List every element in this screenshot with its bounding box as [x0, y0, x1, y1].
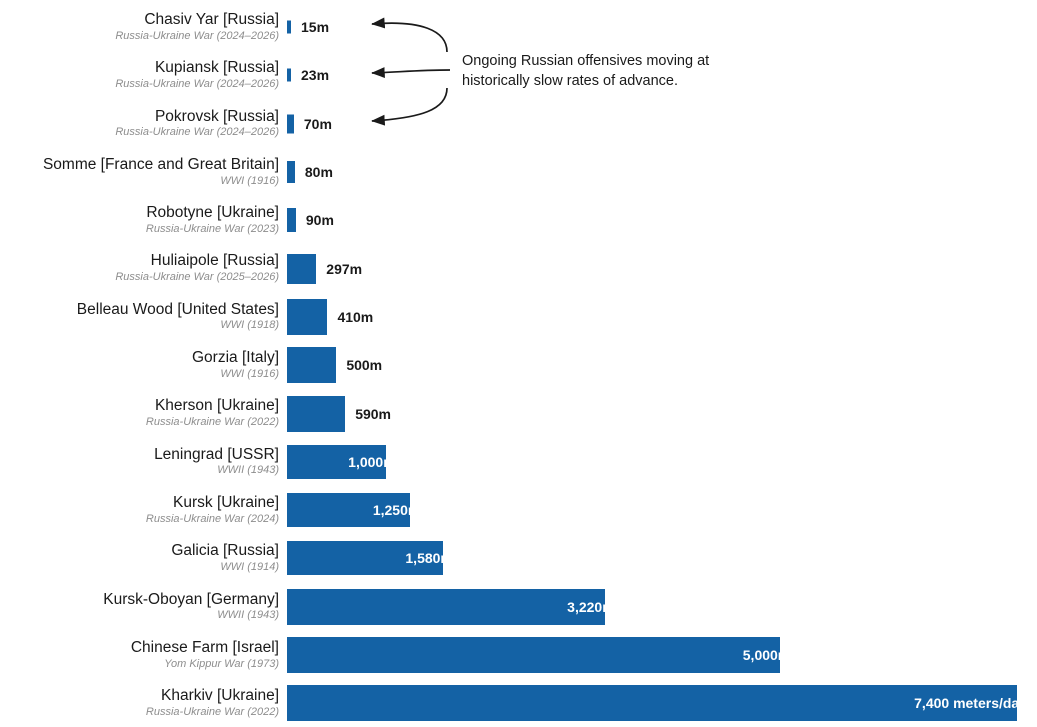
bar-value-label: 1,580m	[405, 550, 453, 567]
category-sublabel: Russia-Ukraine War (2023)	[145, 222, 279, 235]
bar-row	[0, 679, 1037, 727]
category-sublabel: Yom Kippur War (1973)	[164, 657, 279, 670]
bar-row-labels	[0, 640, 287, 670]
bar-value-label: 3,220m	[567, 598, 615, 615]
bar-row-labels	[0, 398, 287, 428]
category-sublabel: WWII (1943)	[217, 464, 279, 477]
bar	[287, 114, 294, 133]
bar-row-labels	[0, 12, 287, 42]
category-label: Kursk [Ukraine]	[173, 493, 279, 511]
category-label: Galicia [Russia]	[171, 542, 279, 560]
bar	[287, 685, 1017, 721]
bar-row	[0, 631, 1037, 679]
category-sublabel: Russia-Ukraine War (2024–2026)	[115, 126, 279, 139]
category-sublabel: WWI (1914)	[220, 560, 279, 573]
bar-row	[0, 148, 1037, 196]
bar-row-labels	[0, 495, 287, 525]
category-label: Kharkiv [Ukraine]	[160, 687, 279, 705]
category-label: Chinese Farm [Israel]	[130, 638, 279, 656]
category-sublabel: Russia-Ukraine War (2024–2026)	[115, 29, 279, 42]
bar-row-labels	[0, 205, 287, 235]
bar-row-labels	[0, 592, 287, 622]
bar-row-labels	[0, 109, 287, 139]
bar-row-labels	[0, 350, 287, 380]
bar-track	[287, 486, 1037, 534]
bar	[287, 21, 291, 34]
category-sublabel: Russia-Ukraine War (2025–2026)	[115, 271, 279, 284]
bar-track	[287, 245, 1037, 293]
bar-track	[287, 534, 1037, 582]
category-label: Somme [France and Great Britain]	[42, 155, 279, 173]
bar-track	[287, 148, 1037, 196]
bar	[287, 69, 291, 82]
category-label: Belleau Wood [United States]	[76, 300, 279, 318]
category-label: Leningrad [USSR]	[154, 445, 279, 463]
bar-value-label: 590m	[355, 405, 391, 422]
bar-track	[287, 389, 1037, 437]
bar-row	[0, 3, 1037, 51]
bar-row-labels	[0, 253, 287, 283]
bar-value-label: 1,000m	[348, 453, 396, 470]
bar-row-labels	[0, 447, 287, 477]
bar-track	[287, 293, 1037, 341]
bar-row	[0, 583, 1037, 631]
bar-track	[287, 631, 1037, 679]
bar-row-labels	[0, 60, 287, 90]
category-label: Robotyne [Ukraine]	[146, 204, 279, 222]
bar-track	[287, 583, 1037, 631]
bar-row	[0, 389, 1037, 437]
category-sublabel: Russia-Ukraine War (2024–2026)	[115, 77, 279, 90]
bar-value-label: 70m	[303, 115, 332, 132]
bar-row	[0, 245, 1037, 293]
category-label: Chasiv Yar [Russia]	[144, 10, 279, 28]
bar-value-label: 90m	[305, 212, 334, 229]
category-label: Gorzia [Italy]	[192, 349, 279, 367]
bar-value-label: 5,000m	[742, 647, 791, 664]
bar	[287, 254, 316, 284]
category-label: Kherson [Ukraine]	[154, 397, 279, 415]
category-sublabel: Russia-Ukraine War (2024)	[145, 512, 279, 525]
bar-value-label: 297m	[326, 260, 363, 277]
bar	[287, 299, 327, 335]
bar-row-labels	[0, 157, 287, 187]
category-sublabel: Russia-Ukraine War (2022)	[145, 705, 279, 718]
category-label: Huliaipole [Russia]	[150, 252, 279, 270]
category-label: Kupiansk [Russia]	[154, 59, 279, 77]
bar-row	[0, 293, 1037, 341]
category-sublabel: Russia-Ukraine War (2022)	[145, 416, 279, 429]
bar-row	[0, 100, 1037, 148]
bar-row-labels	[0, 302, 287, 332]
category-label: Pokrovsk [Russia]	[154, 107, 279, 125]
category-sublabel: WWI (1916)	[220, 367, 279, 380]
bar	[287, 589, 605, 625]
bar-value-label: 80m	[304, 164, 333, 181]
bar	[287, 637, 780, 673]
bar-row	[0, 486, 1037, 534]
bar-row	[0, 341, 1037, 389]
category-label: Kursk-Oboyan [Germany]	[103, 590, 279, 608]
bar-track	[287, 3, 1037, 51]
bar-track	[287, 100, 1037, 148]
bar-value-label: 15m	[301, 19, 330, 36]
bar-row	[0, 534, 1037, 582]
bar-row	[0, 438, 1037, 486]
bar	[287, 208, 296, 232]
chart-annotation: Ongoing Russian offensives moving at historically slow rates of advance.	[462, 53, 710, 89]
bar-track	[287, 679, 1037, 727]
bar-track	[287, 196, 1037, 244]
bar-value-label: 1,250m	[372, 502, 421, 519]
bar	[287, 347, 336, 383]
bar-value-label: 500m	[346, 357, 383, 374]
bar-row-labels	[0, 688, 287, 718]
bar	[287, 161, 295, 183]
bar-row	[0, 196, 1037, 244]
bar	[287, 396, 345, 432]
category-sublabel: WWI (1918)	[220, 319, 279, 332]
bar-value-label: 410m	[337, 308, 374, 325]
category-sublabel: WWI (1916)	[220, 174, 279, 187]
bar-value-label: 7,400 meters/day	[914, 695, 1027, 712]
bar-track	[287, 341, 1037, 389]
bar-value-label: 23m	[301, 67, 330, 84]
category-sublabel: WWII (1943)	[217, 609, 279, 622]
bar-row-labels	[0, 543, 287, 573]
bar-track	[287, 438, 1037, 486]
